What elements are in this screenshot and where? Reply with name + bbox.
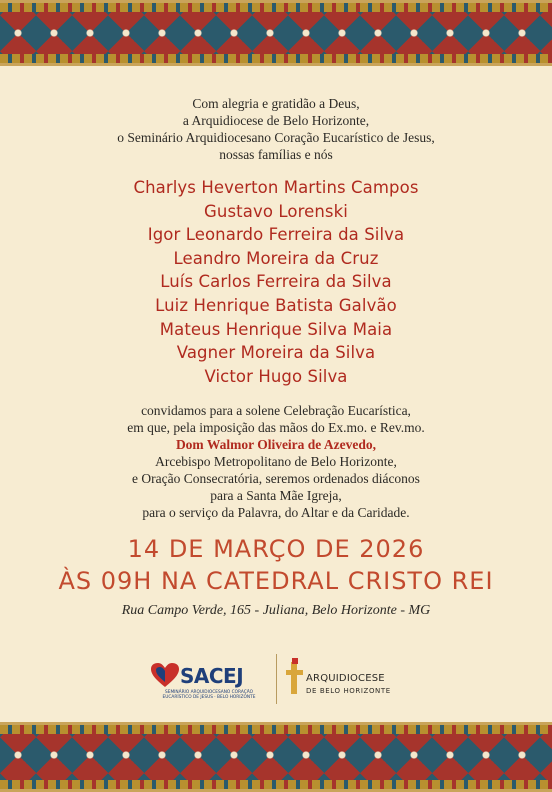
ordinand-name: Victor Hugo Silva xyxy=(204,366,348,386)
intro-line: a Arquidiocese de Belo Horizonte, xyxy=(182,113,370,128)
sacej-wordmark: SACEJ xyxy=(180,664,244,688)
body-line: para a Santa Mãe Igreja, xyxy=(210,488,342,504)
ordinand-name: Leandro Moreira da Cruz xyxy=(173,248,379,268)
logos-row xyxy=(0,652,552,708)
intro-line: o Seminário Arquidiocesano Coração Eucarístico de Jesus, xyxy=(117,130,435,145)
arquidiocese-subtitle: DE BELO HORIZONTE xyxy=(306,687,391,695)
body-line: e Oração Consecratória, seremos ordenados diáconos xyxy=(132,471,420,487)
ordinand-name: Luís Carlos Ferreira da Silva xyxy=(160,272,392,292)
event-date-time xyxy=(0,533,552,597)
ordinand-names xyxy=(0,176,552,388)
celebrant-name: Dom Walmor Oliveira de Azevedo, xyxy=(175,437,377,453)
intro-line: nossas famílias e nós xyxy=(219,147,333,162)
sacej-logo xyxy=(150,658,268,702)
invitation-content xyxy=(0,95,552,619)
body-line: convidamos para a solene Celebração Eucarística, xyxy=(141,403,411,419)
arquidiocese-title: ARQUIDIOCESE xyxy=(306,673,385,684)
event-address: Rua Campo Verde, 165 - Juliana, Belo Horizonte - MG xyxy=(121,603,431,619)
intro-line: Com alegria e gratidão a Deus, xyxy=(192,96,360,111)
top-ornamental-border xyxy=(0,0,552,66)
event-date: 14 DE MARÇO DE 2026 xyxy=(127,535,425,564)
intro-text xyxy=(0,95,552,163)
ordinand-name: Mateus Henrique Silva Maia xyxy=(159,319,393,339)
body-line: para o serviço da Palavra, do Altar e da Caridade. xyxy=(142,505,410,521)
sacej-subtitle xyxy=(150,690,268,700)
sacej-subtitle-line: SEMINÁRIO ARQUIDIOCESANO CORAÇÃO xyxy=(165,690,253,695)
ordinand-name: Igor Leonardo Ferreira da Silva xyxy=(147,225,405,245)
event-time-place: ÀS 09H NA CATEDRAL CRISTO REI xyxy=(58,567,494,596)
ordinand-name: Gustavo Lorenski xyxy=(204,201,348,221)
ordinand-name: Charlys Heverton Martins Campos xyxy=(133,178,419,197)
sacej-subtitle-line: EUCARÍSTICO DE JESUS · BELO HORIZONTE xyxy=(162,695,256,700)
ordinand-name: Luiz Henrique Batista Galvão xyxy=(155,295,397,315)
body-line: em que, pela imposição das mãos do Ex.mo. e Rev.mo. xyxy=(127,420,425,436)
ordinand-name: Vagner Moreira da Silva xyxy=(176,343,376,363)
invitation-body xyxy=(0,402,552,521)
body-line: Arcebispo Metropolitano de Belo Horizonte, xyxy=(155,454,397,470)
heart-icon xyxy=(150,662,180,688)
bottom-ornamental-border xyxy=(0,722,552,792)
logo-divider xyxy=(276,654,277,704)
arquidiocese-logo xyxy=(284,658,424,702)
